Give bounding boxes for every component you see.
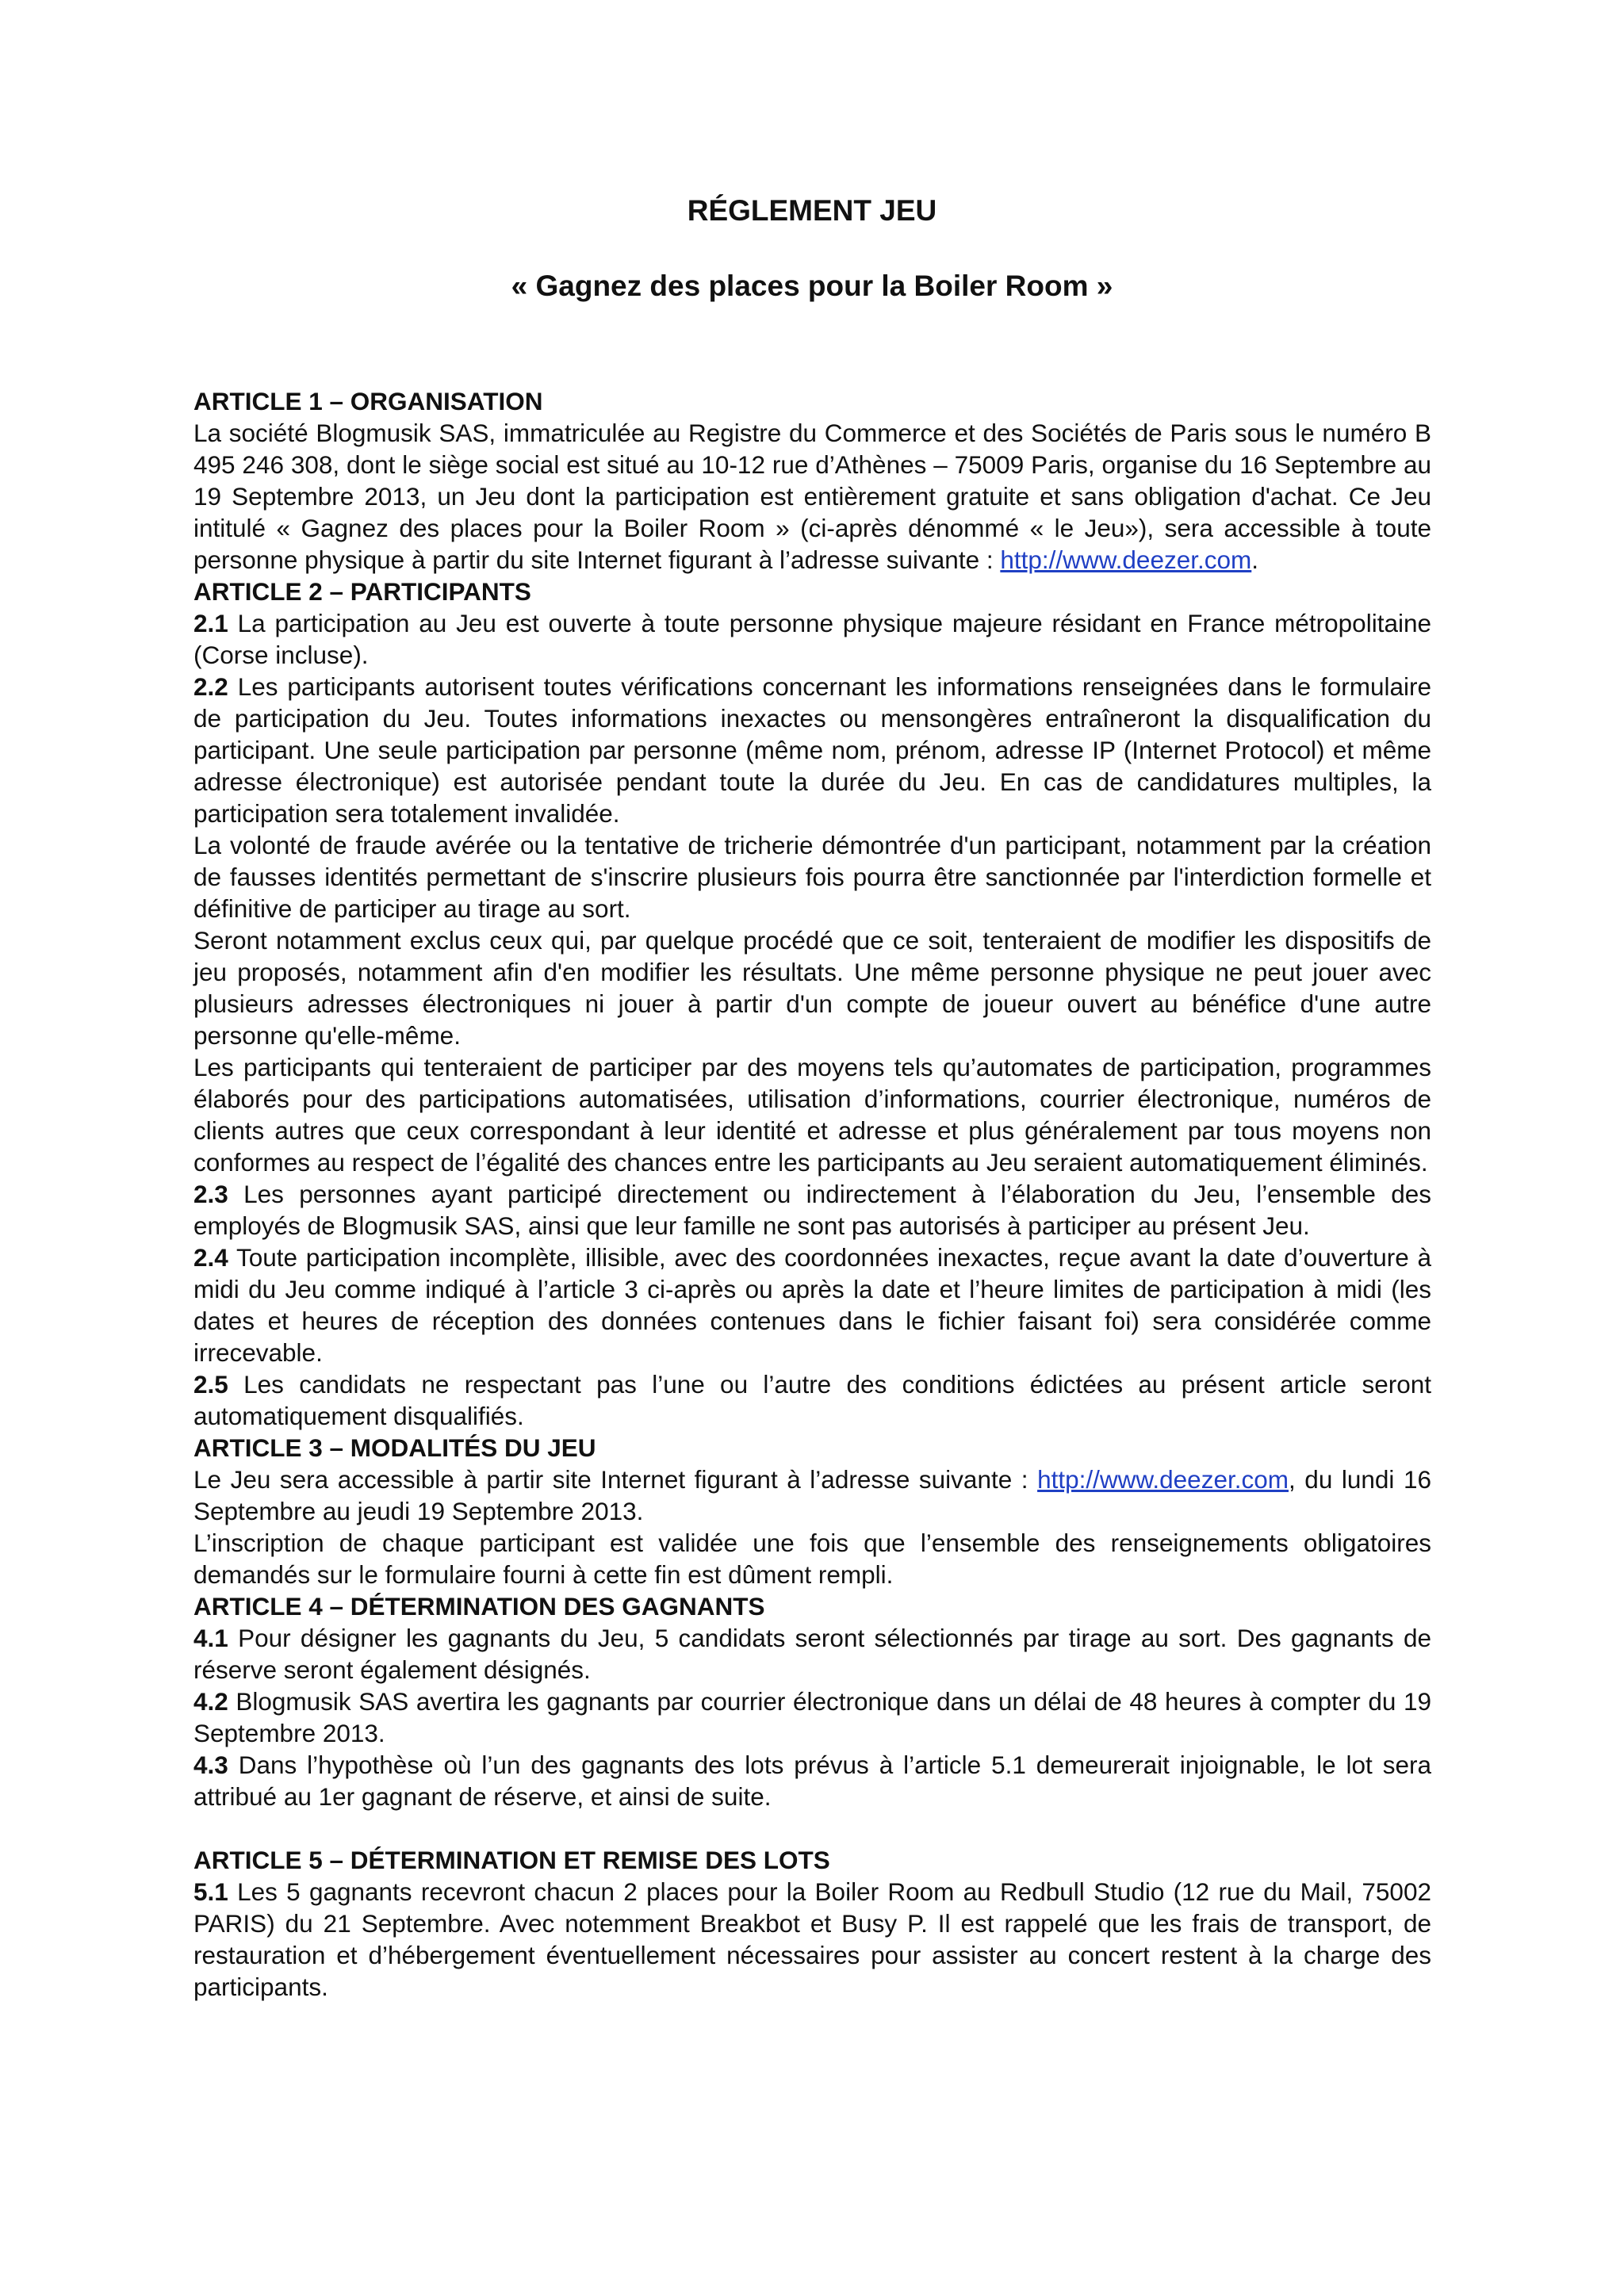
document-body [193,385,1431,2003]
article-2-exclusions: Seront notamment exclus ceux qui, par quelque procédé que ce soit, tenteraient de modifier les dispositifs de jeu proposés, notamment afin d'en modifier les résultats. Une même personne physique ne peut jouer avec plusieurs adresses électroniques ni jouer à partir d'un compte de joueur ouvert au bénéfice d'une autre personne qu'elle-même. [193,926,1431,1050]
clause-text: Dans l’hypothèse où l’un des gagnants des lots prévus à l’article 5.1 demeurerait injoignable, le lot sera attribué au 1er gagnant de réserve, et ainsi de suite. [193,1751,1431,1811]
clause-number: 4.3 [193,1751,228,1779]
deezer-link[interactable]: http://www.deezer.com [1000,545,1252,574]
clause-number: 4.2 [193,1687,228,1716]
clause-text: Toute participation incomplète, illisible, avec des coordonnées inexactes, reçue avant la date d’ouverture à midi du Jeu comme indiqué à l’article 3 ci-après ou après la date et l’heure limites de participation à midi (les dates et heures de réception des données contenues dans le fichier faisant foi) sera considérée comme irrecevable. [193,1243,1431,1367]
clause-text: Blogmusik SAS avertira les gagnants par courrier électronique dans un délai de 48 heures à compter du 19 Septembre 2013. [193,1687,1431,1747]
clause-number: 5.1 [193,1877,228,1906]
article-3-text [193,1464,1431,1527]
article-5-heading: ARTICLE 5 – DÉTERMINATION ET REMISE DES LOTS [193,1846,830,1874]
article-1-end: . [1251,545,1259,574]
article-5-1 [193,1876,1431,2003]
clause-number: 4.1 [193,1624,228,1652]
article-2-heading: ARTICLE 2 – PARTICIPANTS [193,577,531,606]
clause-text: Pour désigner les gagnants du Jeu, 5 candidats seront sélectionnés par tirage au sort. Des gagnants de réserve seront également désignés. [193,1624,1431,1684]
clause-text: Les candidats ne respectant pas l’une ou l’autre des conditions édictées au présent article seront automatiquement disqualifiés. [193,1370,1431,1430]
clause-number: 2.4 [193,1243,228,1272]
article-3-body-start: Le Jeu sera accessible à partir site Internet figurant à l’adresse suivante : [193,1465,1038,1494]
clause-number: 2.3 [193,1180,228,1208]
article-1-body: La société Blogmusik SAS, immatriculée au Registre du Commerce et des Sociétés de Paris sous le numéro B 495 246 308, dont le siège social est situé au 10-12 rue d’Athènes – 75009 Paris, organise du 16 Septembre au 19 Septembre 2013, un Jeu dont la participation est entièrement gratuite et sans obligation d'achat. Ce Jeu intitulé « Gagnez des places pour la Boiler Room » (ci-après dénommé « le Jeu»), sera accessible à toute personne physique à partir du site Internet figurant à l’adresse suivante : [193,419,1431,574]
article-2-fraud: La volonté de fraude avérée ou la tentative de tricherie démontrée d'un participant, notamment par la création de fausses identités permettant de s'inscrire plusieurs fois pourra être sanctionnée par l'interdiction formelle et définitive de participer au tirage au sort. [193,831,1431,923]
article-3-heading: ARTICLE 3 – MODALITÉS DU JEU [193,1433,596,1462]
clause-number: 2.5 [193,1370,228,1399]
article-4-3 [193,1749,1431,1812]
clause-text: Les 5 gagnants recevront chacun 2 places pour la Boiler Room au Redbull Studio (12 rue du Mail, 75002 PARIS) du 21 Septembre. Avec notemment Breakbot et Busy P. Il est rappelé que les frais de transport, de restauration et d’hébergement éventuellement nécessaires pour assister au concert restent à la charge des participants. [193,1877,1431,2001]
article-2-3 [193,1178,1431,1242]
clause-text: Les participants autorisent toutes vérifications concernant les informations renseignées dans le formulaire de participation du Jeu. Toutes informations inexactes ou mensongères entraîneront la disqualification du participant. Une seule participation par personne (même nom, prénom, adresse IP (Internet Protocol) et même adresse électronique) est autorisée pendant toute la durée du Jeu. En cas de candidatures multiples, la participation sera totalement invalidée. [193,672,1431,828]
article-1-text [193,417,1431,576]
article-2-1 [193,607,1431,671]
clause-number: 2.1 [193,609,228,637]
article-4-2 [193,1686,1431,1749]
article-2-5 [193,1368,1431,1432]
clause-number: 2.2 [193,672,228,701]
article-2-automation: Les participants qui tenteraient de participer par des moyens tels qu’automates de participation, programmes élaborés pour des participations automatisées, utilisation d’informations, courrier électronique, numéros de clients autres que ceux correspondant à leur identité et adresse et plus généralement par tous moyens non conformes au respect de l’égalité des chances entre les participants au Jeu seraient automatiquement éliminés. [193,1053,1431,1177]
clause-text: Les personnes ayant participé directement ou indirectement à l’élaboration du Jeu, l’ensemble des employés de Blogmusik SAS, ainsi que leur famille ne sont pas autorisés à participer au présent Jeu. [193,1180,1431,1240]
document-subtitle: « Gagnez des places pour la Boiler Room » [511,270,1113,302]
article-1-heading: ARTICLE 1 – ORGANISATION [193,387,543,415]
document-title: RÉGLEMENT JEU [687,194,937,227]
deezer-link[interactable]: http://www.deezer.com [1037,1465,1289,1494]
article-2-2 [193,671,1431,829]
article-4-1 [193,1622,1431,1686]
article-2-4 [193,1242,1431,1368]
article-3-registration: L’inscription de chaque participant est validée une fois que l’ensemble des renseignements obligatoires demandés sur le formulaire fourni à cette fin est dûment rempli. [193,1529,1431,1589]
clause-text: La participation au Jeu est ouverte à toute personne physique majeure résidant en France métropolitaine (Corse incluse). [193,609,1431,669]
article-3-body-end: , du lundi 16 Septembre au jeudi 19 Septembre 2013. [193,1465,1432,1525]
article-4-heading: ARTICLE 4 – DÉTERMINATION DES GAGNANTS [193,1592,765,1621]
